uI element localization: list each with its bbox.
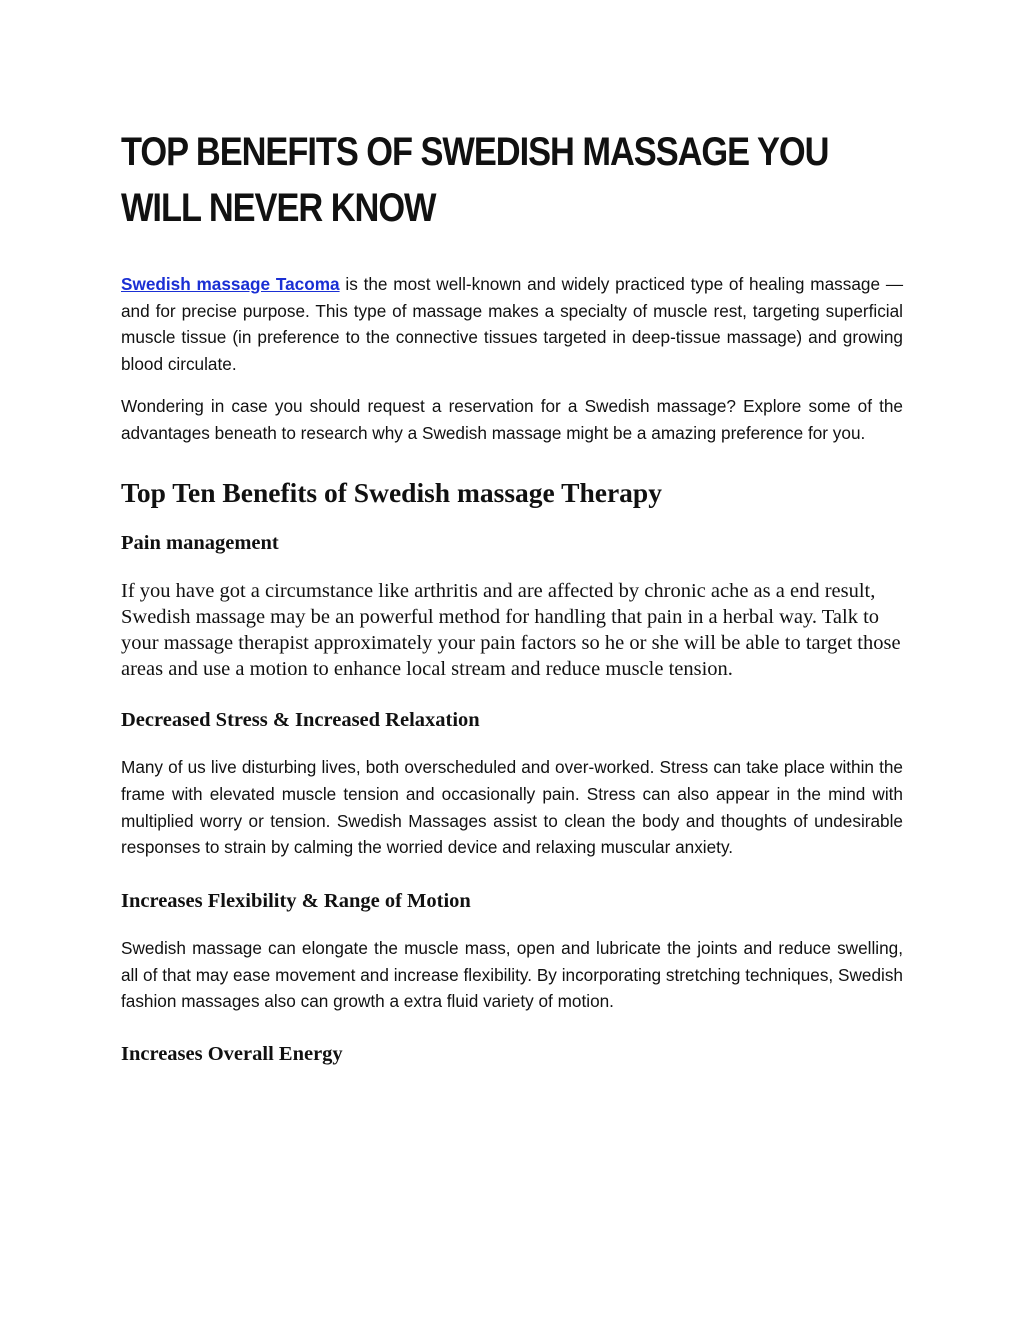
swedish-massage-tacoma-link[interactable]: Swedish massage Tacoma — [121, 274, 340, 294]
document-page — [121, 124, 903, 1067]
subheading-overall-energy: Increases Overall Energy — [121, 1043, 343, 1066]
paragraph-flexibility: Swedish massage can elongate the muscle mass, open and lubricate the joints and reduce swelling, all of that may ease movement and increase flexibility. By incorporating stretching techniques, Swedish fashion massages also can growth a extra fluid variety of motion. — [121, 938, 903, 1012]
intro-paragraph — [121, 271, 903, 378]
section-heading: Top Ten Benefits of Swedish massage Therapy — [121, 477, 662, 509]
document-title: TOP BENEFITS OF SWEDISH MASSAGE YOU WILL NEVER KNOW — [121, 130, 829, 230]
subheading-flexibility: Increases Flexibility & Range of Motion — [121, 890, 471, 913]
paragraph-decreased-stress: Many of us live disturbing lives, both overscheduled and over-worked. Stress can take place within the frame with elevated muscle tension and occasionally pain. Stress can also appear in the mind with multiplied worry or tension. Swedish Massages assist to clean the body and thoughts of undesirable responses to strain by calming the worried device and relaxing muscular anxiety. — [121, 757, 903, 858]
subheading-pain-management: Pain management — [121, 532, 279, 555]
subheading-decreased-stress: Decreased Stress & Increased Relaxation — [121, 709, 480, 732]
intro-paragraph-2: Wondering in case you should request a reservation for a Swedish massage? Explore some of the advantages beneath to research why a Swedish massage might be a amazing preference for you. — [121, 395, 903, 443]
paragraph-pain-management: If you have got a circumstance like arthritis and are affected by chronic ache as a end result, Swedish massage may be an powerful method for handling that pain in a herbal way. Talk to your massage therapist approximately your pain factors so he or she will be able to target those areas and use a motion to enhance local stream and reduce muscle tension. — [121, 580, 901, 681]
intro-text: is the most well-known and widely practiced type of healing massage —and for precise purpose. This type of massage makes a specialty of muscle rest, targeting superficial muscle tissue (in preference to the connective tissues targeted in deep-tissue massage) and growing blood circulate. — [121, 274, 904, 375]
